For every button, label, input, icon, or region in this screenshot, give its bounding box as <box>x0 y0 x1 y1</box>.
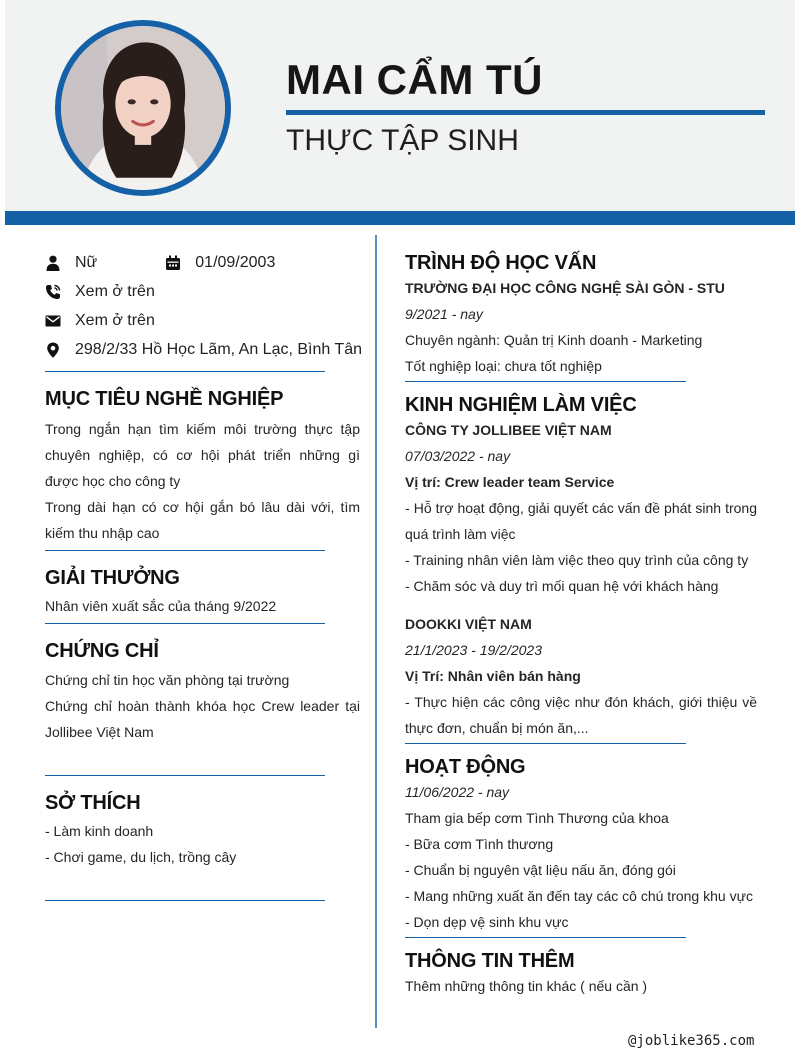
phone-value: Xem ở trên <box>75 282 155 300</box>
header-accent-band <box>5 211 795 225</box>
more-info-title: THÔNG TIN THÊM <box>405 950 575 972</box>
right-column <box>405 252 757 999</box>
activity-name: Tham gia bếp cơm Tình Thương của khoa <box>405 810 669 826</box>
activity-item: - Mang những xuất ăn đến tay các cô chú trong khu vực <box>405 888 753 904</box>
job-entry <box>405 611 757 741</box>
more-info-section <box>405 950 757 999</box>
activity-item: - Dọn dẹp vệ sinh khu vực <box>405 914 569 930</box>
hobby-item: - Làm kinh doanh <box>45 823 154 839</box>
column-divider <box>375 235 377 1028</box>
watermark: @joblike365.com <box>628 1033 755 1049</box>
section-divider <box>45 371 325 372</box>
hobbies-section <box>45 792 360 870</box>
activities-section <box>405 756 757 935</box>
award-item: Nhân viên xuất sắc của tháng 9/2022 <box>45 598 277 614</box>
certificate-item: Chứng chỉ tin học văn phòng tại trường <box>45 672 290 688</box>
gender-value: Nữ <box>75 253 98 271</box>
portrait-image <box>61 26 225 190</box>
section-divider <box>405 743 686 744</box>
career-goal-title: MỤC TIÊU NGHỀ NGHIỆP <box>45 388 284 410</box>
activities-title: HOẠT ĐỘNG <box>405 756 526 778</box>
experience-title: KINH NGHIỆM LÀM VIỆC <box>405 394 637 416</box>
user-icon <box>45 255 61 271</box>
awards-title: GIẢI THƯỞNG <box>45 567 180 589</box>
activity-item: - Bữa cơm Tình thương <box>405 836 554 852</box>
education-major: Chuyên ngành: Quản trị Kinh doanh - Marketing <box>405 332 703 348</box>
certificate-item: Chứng chỉ hoàn thành khóa học Crew leader tại Jollibee Việt Nam <box>45 698 360 740</box>
calendar-icon <box>165 255 181 271</box>
education-title: TRÌNH ĐỘ HỌC VẤN <box>405 252 597 274</box>
certificates-title: CHỨNG CHỈ <box>45 640 159 662</box>
gender-birthdate-row <box>45 248 360 277</box>
awards-section <box>45 567 360 619</box>
school-name: TRƯỜNG ĐẠI HỌC CÔNG NGHỆ SÀI GÒN - STU <box>405 280 725 296</box>
job-position: Vị trí: Crew leader team Service <box>405 474 615 490</box>
address-row <box>45 335 360 364</box>
long-term-goal: Trong dài hạn có cơ hội gắn bó lâu dài với, tìm kiếm thu nhập cao <box>45 499 360 541</box>
email-value: Xem ở trên <box>75 311 155 329</box>
section-divider <box>45 623 325 624</box>
hobbies-title: SỞ THÍCH <box>45 792 141 814</box>
experience-section <box>405 394 757 741</box>
job-title: THỰC TẬP SINH <box>286 124 519 157</box>
section-divider <box>45 550 325 551</box>
education-grade: Tốt nghiệp loại: chưa tốt nghiệp <box>405 358 602 374</box>
activity-period: 11/06/2022 - nay <box>405 784 510 800</box>
job-position: Vị Trí: Nhân viên bán hàng <box>405 668 581 684</box>
profile-photo <box>55 20 231 196</box>
hobby-item: - Chơi game, du lịch, trồng cây <box>45 849 237 865</box>
contact-info <box>45 248 360 364</box>
job-duty: - Training nhân viên làm việc theo quy trình của công ty <box>405 552 749 568</box>
birthdate-value: 01/09/2003 <box>195 253 276 271</box>
job-duty: - Hỗ trợ hoạt động, giải quyết các vấn đề phát sinh trong quá trình làm việc <box>405 500 757 542</box>
candidate-name: MAI CẨM TÚ <box>286 56 543 103</box>
short-term-goal: Trong ngắn hạn tìm kiếm môi trường thực tập chuyên nghiệp, có cơ hội phát triển những gì được học cho công ty <box>45 421 360 489</box>
email-row <box>45 306 360 335</box>
name-underline <box>286 110 765 115</box>
location-pin-icon <box>45 342 61 358</box>
job-company: DOOKKI VIỆT NAM <box>405 616 532 632</box>
address-value: 298/2/33 Hồ Học Lãm, An Lạc, Bình Tân <box>75 340 362 358</box>
job-period: 07/03/2022 - nay <box>405 448 511 464</box>
certificates-section <box>45 640 360 745</box>
job-duty: - Chăm sóc và duy trì mối quan hệ với khách hàng <box>405 578 719 594</box>
phone-icon <box>45 284 61 300</box>
section-divider <box>405 381 686 382</box>
career-goal-section <box>45 388 360 546</box>
phone-row <box>45 277 360 306</box>
more-info-text: Thêm những thông tin khác ( nếu cần ) <box>405 978 648 994</box>
activity-item: - Chuẩn bị nguyên vật liệu nấu ăn, đóng gói <box>405 862 676 878</box>
section-divider <box>45 775 325 776</box>
mail-icon <box>45 313 61 329</box>
left-column <box>45 248 360 901</box>
section-divider <box>45 900 325 901</box>
job-duty: - Thực hiện các công việc như đón khách, giới thiệu về thực đơn, chuẩn bị món ăn,... <box>405 694 757 736</box>
education-section <box>405 252 757 379</box>
job-company: CÔNG TY JOLLIBEE VIỆT NAM <box>405 422 612 438</box>
education-period: 9/2021 - nay <box>405 306 483 322</box>
job-period: 21/1/2023 - 19/2/2023 <box>405 642 543 658</box>
section-divider <box>405 937 686 938</box>
job-entry <box>405 417 757 599</box>
